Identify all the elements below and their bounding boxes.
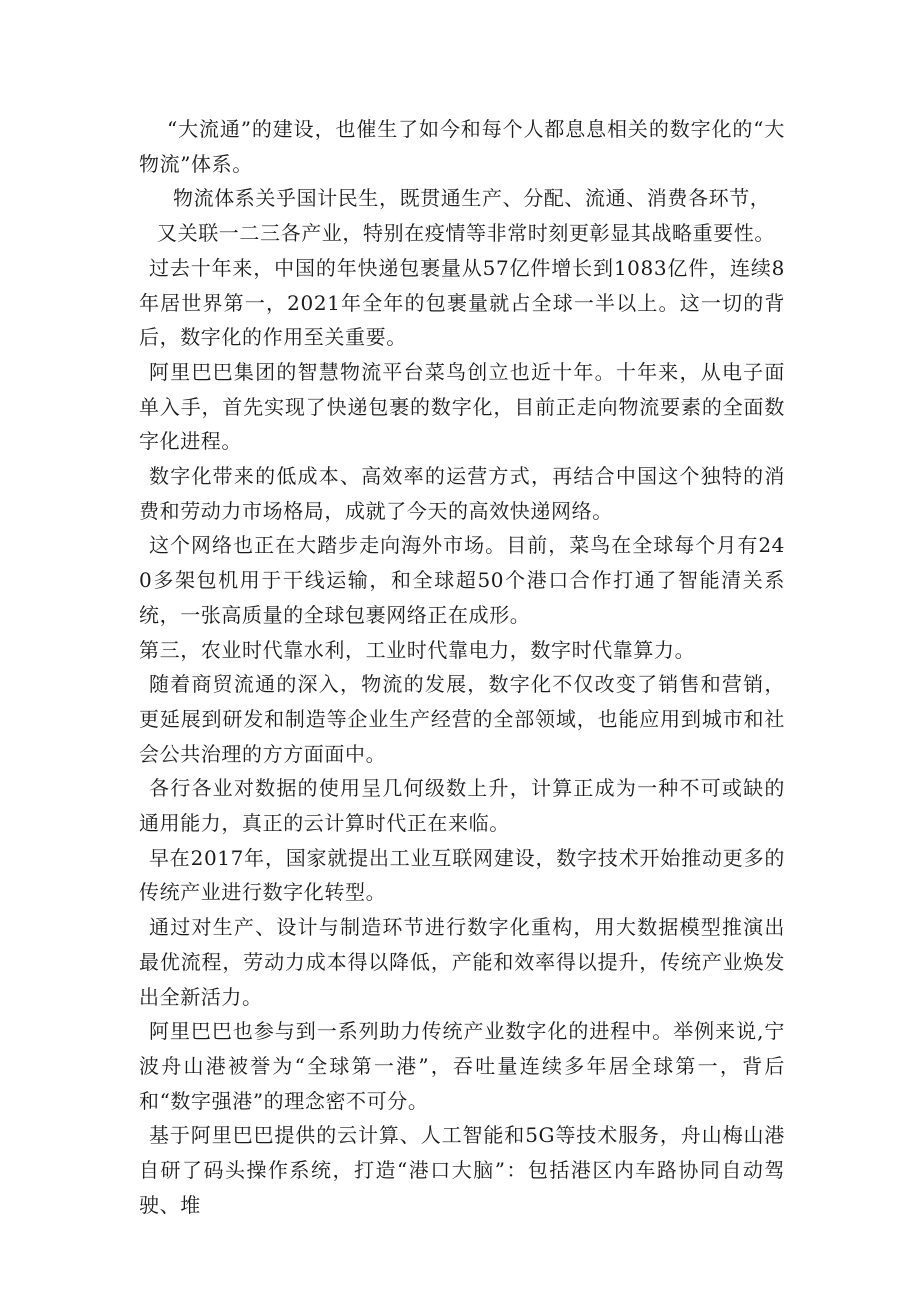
paragraph: 物流体系关乎国计民生，既贯通生产、分配、流通、消费各环节，: [173, 186, 771, 211]
document-body: [139, 112, 785, 1223]
paragraph: 过去十年来，中国的年快递包裹量从57亿件增长到1083亿件，连续8年居世界第一，2021年全年的包裹量就占全球一半以上。这一切的背后，数字化的作用至关重要。: [139, 255, 785, 350]
paragraph: 又关联一二三各产业，特别在疫情等非常时刻更彰显其战略重要性。: [157, 221, 775, 246]
paragraph: 阿里巴巴集团的智慧物流平台菜鸟创立也近十年。十年来，从电子面单入手，首先实现了快递包裹的数字化，目前正走向物流要素的全面数字化进程。: [139, 359, 785, 454]
paragraph: 各行各业对数据的使用呈几何级数上升，计算正成为一种不可或缺的通用能力，真正的云计算时代正在来临。: [139, 776, 785, 836]
paragraph: “大流通”的建设，也催生了如今和每个人都息息相关的数字化的“大物流”体系。: [139, 117, 785, 176]
paragraph: 早在2017年，国家就提出工业互联网建设，数字技术开始推动更多的传统产业进行数字化转型。: [139, 845, 785, 905]
paragraph: 基于阿里巴巴提供的云计算、人工智能和5G等技术服务，舟山梅山港自研了码头操作系统，打造“港口大脑”：包括港区内车路协同自动驾驶、堆: [139, 1123, 785, 1217]
paragraph: 阿里巴巴也参与到一系列助力传统产业数字化的进程中。举例来说,宁波舟山港被誉为“全球第一港”，吞吐量连续多年居全球第一，背后和“数字强港”的理念密不可分。: [139, 1019, 785, 1113]
paragraph: 这个网络也正在大踏步走向海外市场。目前，菜鸟在全球每个月有240多架包机用于干线运输，和全球超50个港口合作打通了智能清关系统，一张高质量的全球包裹网络正在成形。: [139, 533, 785, 627]
paragraph: 第三，农业时代靠水利，工业时代靠电力，数字时代靠算力。: [139, 637, 696, 662]
paragraph: 数字化带来的低成本、高效率的运营方式，再结合中国这个独特的消费和劳动力市场格局，成就了今天的高效快递网络。: [139, 464, 785, 523]
paragraph: 随着商贸流通的深入，物流的发展，数字化不仅改变了销售和营销，更延展到研发和制造等企业生产经营的全部领域，也能应用到城市和社会公共治理的方方面面中。: [139, 672, 785, 766]
paragraph: 通过对生产、设计与制造环节进行数字化重构，用大数据模型推演出最优流程，劳动力成本得以降低，产能和效率得以提升，传统产业焕发出全新活力。: [139, 915, 785, 1009]
